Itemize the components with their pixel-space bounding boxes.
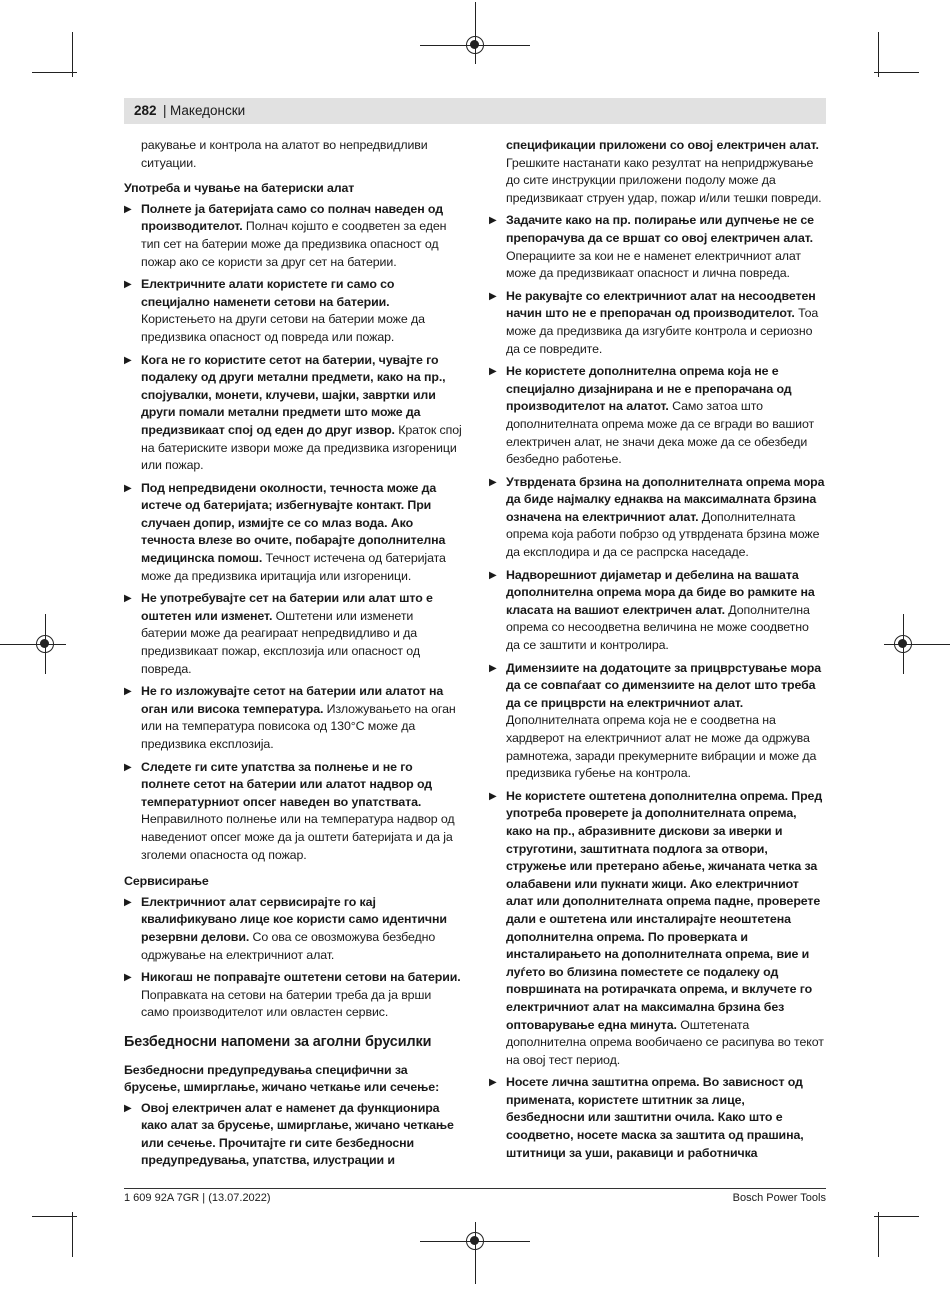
registration-target-icon — [466, 36, 484, 54]
bullet-arrow-icon: ▶ — [124, 593, 132, 605]
list-item-continuation: спецификации приложени со овој електричен алат. Грешките настанати како резултат на непридржување до сите инструкции приложени подолу може да предизвикаат струен удар, пожар и/или тешки повреди. — [506, 138, 822, 205]
list-item: ▶ Не го изложувајте сетот на батерии или алатот на оган или висока температура. Изложувањето на оган или на температура повисока од 130°C може да предизвика експлозија. — [124, 684, 456, 751]
list-item: ▶ Задачите како на пр. полирање или дупчење не се препорачува да се вршат со овој електричен алат. Операциите за кои не е наменет електричниот алат може да предизвикаат опасност и лична повреда. — [489, 213, 814, 281]
list-item: ▶ Не користете оштетена дополнителна опрема. Пред употреба проверете ја дополнителната опрема, како на пр., абразивните дискови за иверки и струготини, заштитната подлога за отвори, стружење или претерано абење, жичаната четка за олабавени или пукнати жици. Ако електричниот алат или дополнителната опрема падне, проверете дали е оштетена или инсталирајте неоштетена дополнителна опрема. По проверката и инсталирањето на дополнителната опрема, вие и луѓето во близина поместете се подалеку од површината на ротирачката опрема, и вклучете го електричниот алат на максимална брзина без оптоварување една минута. Оштетената дополнителна опрема вообичаено се расипува во текот на овој тест период. — [489, 788, 824, 1067]
bullet-arrow-icon: ▶ — [489, 215, 497, 227]
page-number: 282 — [134, 103, 157, 118]
header-separator: | — [163, 103, 167, 118]
bullet-arrow-icon: ▶ — [489, 290, 497, 302]
list-item: ▶ Електричниот алат сервисирајте го кај квалификувано лице кое користи само идентични резервни делови. Со ова се овозможува безбедно одржување на електричниот алат. — [124, 894, 447, 962]
registration-target-icon — [466, 1232, 484, 1250]
bullet-arrow-icon: ▶ — [124, 203, 132, 215]
bullet-arrow-icon: ▶ — [489, 476, 497, 488]
list-item: ▶ Димензиите на додатоците за прицврстување мора да се совпаѓаат со димензиите на делот што треба да се прицврсти на електричниот алат. Дополнителната опрема која не е соодветна на хардверот на електричниот алат не може да одржува рамнотежа, заради прекумерните вибрации и може да предизвика губење на контрола. — [489, 660, 822, 781]
bullet-arrow-icon: ▶ — [124, 686, 132, 698]
intro-paragraph: ракување и контрола на алатот во непредвидливи ситуации. — [141, 138, 428, 170]
page-header — [124, 98, 826, 124]
list-item: ▶ Носете лична заштитна опрема. Во зависност од примената, користете штитник за лице, безбедносни или заштитни очила. Како што е соодветно, носете маска за заштита од прашина, штитници за уши, ракавици и работничка — [489, 1075, 804, 1160]
list-item: ▶ Овој електричен алат е наменет да функционира како алат за брусење, шмирглање, жичано четкање или сечење. Прочитајте ги сите безбедносни предупредувања, упатства, илустрации и — [124, 1100, 454, 1168]
footer-rule — [124, 1188, 826, 1189]
crop-mark — [878, 1212, 879, 1257]
registration-target-icon — [36, 635, 54, 653]
list-item: ▶ Кога не го користите сетот на батерии, чувајте го подалеку од други метални предмети, како на пр., спојувалки, монети, клучеви, шајки, завртки или други помали метални предмети што може да предизвикаат спој од еден до друг извор. Краток спој на батериските извори може да предизвика изгореници или пожар. — [124, 352, 462, 473]
list-item: ▶ Надворешниот дијаметар и дебелина на вашата дополнителна опрема мора да биде во рамките на класата на вашиот електричен алат. Дополнителна опрема со несоодветна величина не може соодветно да се заштити и контролира. — [489, 567, 815, 653]
bullet-arrow-icon: ▶ — [489, 662, 497, 674]
registration-line — [475, 2, 476, 64]
list-item: ▶ Полнете ја батеријата само со полнач наведен од производителот. Полнач којшто е соодветен за еден тип сет на батерии може да предизвика опасност од пожар ако се користи за друг сет на батерии. — [124, 201, 447, 269]
crop-mark — [32, 72, 77, 73]
footer-brand: Bosch Power Tools — [732, 1192, 826, 1204]
bullet-arrow-icon: ▶ — [124, 896, 132, 908]
footer-document-id: 1 609 92A 7GR | (13.07.2022) — [124, 1192, 271, 1204]
crop-mark — [72, 32, 73, 77]
list-item: ▶ Не користете дополнителна опрема која не е специјално дизајнирана и не е препорачана од производителот на алатот. Само затоа што дополнителната опрема може да се вгради во вашиот електричен алат, не значи дека може да се обезбеди безбедно работење. — [489, 364, 815, 467]
left-column — [124, 137, 462, 1175]
crop-mark — [874, 1216, 919, 1217]
section-title-service: Сервисирање — [124, 874, 209, 889]
bullet-arrow-icon: ▶ — [124, 972, 132, 984]
registration-target-icon — [894, 635, 912, 653]
crop-mark — [878, 32, 879, 77]
section-title-battery: Употреба и чување на батериски алат — [124, 181, 355, 196]
bullet-arrow-icon: ▶ — [124, 761, 132, 773]
bullet-arrow-icon: ▶ — [489, 569, 497, 581]
list-item: ▶ Електричните алати користете ги само со специјално наменети сетови на батерии. Користењето на други сетови на батерии може да предизвика опасност од повреда или пожар. — [124, 277, 425, 344]
crop-mark — [72, 1212, 73, 1257]
list-item: ▶ Под непредвидени околности, течноста може да истече од батеријата; избегнувајте контакт. При случаен допир, измијте се со млаз вода. Ако течноста влезе во очите, побарајте дополнителна медицинска помош. Течност истечена од батеријата може да предизвика иритација или изгореници. — [124, 480, 446, 583]
bullet-arrow-icon: ▶ — [489, 790, 497, 802]
crop-mark — [32, 1216, 77, 1217]
bullet-arrow-icon: ▶ — [124, 279, 132, 291]
bullet-arrow-icon: ▶ — [489, 1077, 497, 1089]
bullet-arrow-icon: ▶ — [124, 482, 132, 494]
list-item: ▶ Не ракувајте со електричниот алат на несоодветен начин што не е препорачан од производителот. Тоа може да предизвика да изгубите контрола и сериозно да се повредите. — [489, 288, 819, 356]
bullet-arrow-icon: ▶ — [489, 366, 497, 378]
list-item: ▶ Не употребувајте сет на батерии или алат што е оштетен или изменет. Оштетени или изменети батерии може да реагираат непредвидливо и да предизвикаат пожар, експлозија или опасност од повреда. — [124, 591, 433, 676]
list-item: ▶ Утврдената брзина на дополнителната опрема мора да биде најмалку еднаква на максималната брзина означена на електричниот алат. Дополнителната опрема која работи побрзо од утврдената брзина може да експлодира и да се распрска наседаде. — [489, 474, 825, 560]
registration-line — [0, 644, 66, 645]
list-item: ▶ Никогаш не поправајте оштетени сетови на батерии. Поправката на сетови на батерии треба да ја врши само производителот или овластен сервис. — [124, 970, 461, 1020]
section-heading: Безбедносни напомени за аголни брусилки — [124, 1033, 432, 1050]
section-subheading: Безбедносни предупредувања специфични за брусење, шмирглање, жичано четкање или сечење: — [124, 1062, 440, 1095]
crop-mark — [874, 72, 919, 73]
bullet-arrow-icon: ▶ — [124, 1102, 132, 1114]
bullet-arrow-icon: ▶ — [124, 354, 132, 366]
list-item: ▶ Следете ги сите упатства за полнење и не го полнете сетот на батерии или алатот надвор од температурниот опсег наведен во упатствата. Неправилното полнење или на температура надвор од наведениот опсег може да ја оштети батеријата и да ја зголеми опасноста од пожар. — [124, 759, 455, 862]
header-language: Македонски — [170, 103, 246, 118]
right-column — [489, 137, 826, 1167]
